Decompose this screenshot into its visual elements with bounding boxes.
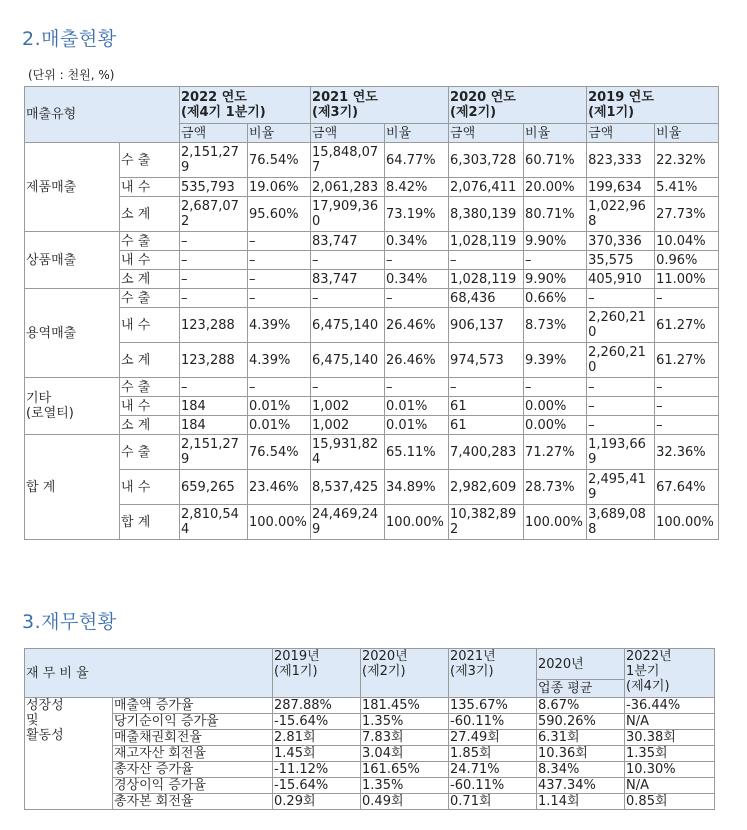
finance-group-label: 성장성 및 활동성: [25, 698, 113, 810]
amount-cell: 2,260,210: [587, 343, 655, 378]
ratio-cell: 0.00%: [524, 397, 587, 416]
amount-cell: 823,333: [587, 143, 655, 178]
ratio-cell: 67.64%: [655, 470, 719, 505]
ratio-cell: 61.27%: [655, 308, 719, 343]
year-header-2020: 2020년 (제2기): [361, 649, 449, 698]
ratio-cell: 9.39%: [524, 343, 587, 378]
ratio-cell: 4.39%: [248, 343, 311, 378]
amount-cell: –: [311, 289, 385, 308]
finance-value: 1.14회: [537, 794, 625, 810]
ratio-cell: 0.00%: [524, 416, 587, 435]
finance-ratio-name: 경상이익 증가율: [113, 778, 273, 794]
sales-subtype: 내 수: [120, 251, 180, 270]
amount-cell: 370,336: [587, 232, 655, 251]
finance-value: 1.35회: [625, 746, 715, 762]
finance-ratio-name: 당기순이익 증가율: [113, 714, 273, 730]
finance-value: 24.71%: [449, 762, 537, 778]
amount-cell: 2,076,411: [449, 178, 524, 197]
sales-row: [25, 378, 719, 397]
amount-cell: 659,265: [180, 470, 248, 505]
ratio-cell: 95.60%: [248, 197, 311, 232]
amount-cell: 2,151,279: [180, 435, 248, 470]
sales-type-header: 매출유형: [25, 87, 180, 143]
amount-cell: 8,380,139: [449, 197, 524, 232]
amount-cell: 17,909,360: [311, 197, 385, 232]
amount-cell: 15,931,824: [311, 435, 385, 470]
finance-row: [25, 778, 715, 794]
amount-cell: 1,028,119: [449, 232, 524, 251]
ratio-cell: –: [655, 416, 719, 435]
finance-value: 6.31회: [537, 730, 625, 746]
sales-header-row: [25, 87, 719, 124]
ratio-cell: –: [655, 289, 719, 308]
amount-cell: 1,028,119: [449, 270, 524, 289]
sales-row: [25, 232, 719, 251]
year-header: [311, 87, 449, 124]
finance-ratio-name: 매출액 증가율: [113, 698, 273, 714]
ratio-cell: 73.19%: [385, 197, 449, 232]
finance-value: N/A: [625, 714, 715, 730]
period-label: (제2기): [450, 105, 497, 120]
period-label: (제4기 1분기): [181, 105, 266, 120]
finance-value: 10.30%: [625, 762, 715, 778]
ratio-cell: 71.27%: [524, 435, 587, 470]
ratio-cell: 32.36%: [655, 435, 719, 470]
ratio-cell: 26.46%: [385, 343, 449, 378]
sales-subtype: 소 계: [120, 270, 180, 289]
industry-avg-header: 업종 평균: [537, 680, 625, 698]
ratio-cell: 0.01%: [248, 397, 311, 416]
amount-cell: 906,137: [449, 308, 524, 343]
finance-value: -11.12%: [273, 762, 361, 778]
ratio-cell: –: [248, 378, 311, 397]
ratio-header: 비율: [248, 124, 311, 143]
finance-value: -60.11%: [449, 714, 537, 730]
amount-cell: 6,475,140: [311, 343, 385, 378]
sales-subtype: 수 출: [120, 435, 180, 470]
sales-subtype: 수 출: [120, 232, 180, 251]
sales-subtype: 내 수: [120, 470, 180, 505]
amount-cell: –: [449, 378, 524, 397]
ratio-cell: –: [385, 251, 449, 270]
amount-cell: 535,793: [180, 178, 248, 197]
period-label: (제3기): [312, 105, 359, 120]
finance-table: [24, 648, 715, 810]
ratio-cell: 60.71%: [524, 143, 587, 178]
sales-subtype: 내 수: [120, 178, 180, 197]
ratio-cell: 11.00%: [655, 270, 719, 289]
ratio-cell: 80.71%: [524, 197, 587, 232]
ratio-cell: 10.04%: [655, 232, 719, 251]
finance-value: 287.88%: [273, 698, 361, 714]
ratio-cell: 5.41%: [655, 178, 719, 197]
year-header-2021: 2021년 (제3기): [449, 649, 537, 698]
ratio-cell: 8.73%: [524, 308, 587, 343]
finance-value: 437.34%: [537, 778, 625, 794]
finance-value: -15.64%: [273, 778, 361, 794]
amount-cell: 123,288: [180, 343, 248, 378]
amount-cell: 10,382,892: [449, 505, 524, 540]
year-header: [449, 87, 587, 124]
ratio-cell: 100.00%: [385, 505, 449, 540]
ratio-cell: 100.00%: [655, 505, 719, 540]
finance-value: -36.44%: [625, 698, 715, 714]
sales-group-label: 합 계: [25, 435, 120, 540]
sales-row: [25, 416, 719, 435]
amount-header: 금액: [449, 124, 524, 143]
sales-row: [25, 343, 719, 378]
finance-row: [25, 714, 715, 730]
amount-cell: 6,475,140: [311, 308, 385, 343]
sales-row: [25, 178, 719, 197]
sales-row: [25, 308, 719, 343]
finance-value: 8.34%: [537, 762, 625, 778]
amount-cell: 83,747: [311, 232, 385, 251]
ratio-cell: 23.46%: [248, 470, 311, 505]
ratio-cell: 34.89%: [385, 470, 449, 505]
amount-cell: –: [180, 378, 248, 397]
ratio-header: 비율: [385, 124, 449, 143]
ratio-cell: 0.34%: [385, 232, 449, 251]
amount-cell: 1,002: [311, 416, 385, 435]
year-header-2022: 2022년 1분기 (제4기): [625, 649, 715, 698]
ratio-cell: 19.06%: [248, 178, 311, 197]
ratio-cell: –: [655, 378, 719, 397]
finance-ratio-name: 재고자산 회전율: [113, 746, 273, 762]
sales-group-label: 제품매출: [25, 143, 120, 232]
amount-cell: 2,495,419: [587, 470, 655, 505]
amount-cell: –: [587, 289, 655, 308]
finance-value: 3.04회: [361, 746, 449, 762]
finance-row: [25, 746, 715, 762]
amount-cell: 1,193,669: [587, 435, 655, 470]
year-label: 2020 연도: [450, 90, 516, 105]
sales-subtype: 소 계: [120, 416, 180, 435]
ratio-cell: 27.73%: [655, 197, 719, 232]
amount-cell: –: [587, 416, 655, 435]
sales-row: [25, 143, 719, 178]
finance-value: 27.49회: [449, 730, 537, 746]
amount-cell: 2,151,279: [180, 143, 248, 178]
amount-cell: 1,022,968: [587, 197, 655, 232]
year-header: [587, 87, 719, 124]
amount-cell: 199,634: [587, 178, 655, 197]
ratio-cell: 9.90%: [524, 232, 587, 251]
amount-cell: 6,303,728: [449, 143, 524, 178]
sales-group-label: 상품매출: [25, 232, 120, 289]
finance-value: 0.71회: [449, 794, 537, 810]
finance-row: [25, 794, 715, 810]
sales-subtype: 소 계: [120, 343, 180, 378]
amount-cell: 7,400,283: [449, 435, 524, 470]
sales-row: [25, 270, 719, 289]
industry-year-header: 2020년: [537, 649, 625, 680]
amount-cell: 405,910: [587, 270, 655, 289]
unit-label: (단위 : 천원, %): [28, 68, 115, 82]
finance-ratio-name: 매출채권회전율: [113, 730, 273, 746]
amount-cell: 61: [449, 397, 524, 416]
sales-subtype: 수 출: [120, 378, 180, 397]
ratio-cell: 0.34%: [385, 270, 449, 289]
finance-value: 1.45회: [273, 746, 361, 762]
amount-cell: –: [311, 251, 385, 270]
amount-cell: 2,810,544: [180, 505, 248, 540]
ratio-cell: 76.54%: [248, 435, 311, 470]
ratio-header: 비율: [655, 124, 719, 143]
ratio-cell: 76.54%: [248, 143, 311, 178]
finance-value: 7.83회: [361, 730, 449, 746]
ratio-header: 비율: [524, 124, 587, 143]
amount-cell: 83,747: [311, 270, 385, 289]
year-label: 2019 연도: [588, 90, 654, 105]
amount-cell: 2,982,609: [449, 470, 524, 505]
finance-value: 2.81회: [273, 730, 361, 746]
amount-cell: 2,260,210: [587, 308, 655, 343]
amount-cell: –: [449, 251, 524, 270]
finance-ratio-name: 총자산 증가율: [113, 762, 273, 778]
ratio-cell: 100.00%: [248, 505, 311, 540]
finance-value: 0.49회: [361, 794, 449, 810]
finance-value: 30.38회: [625, 730, 715, 746]
amount-cell: 2,687,072: [180, 197, 248, 232]
finance-row: [25, 698, 715, 714]
ratio-cell: 0.01%: [385, 416, 449, 435]
ratio-cell: 0.96%: [655, 251, 719, 270]
sales-row: [25, 197, 719, 232]
ratio-cell: –: [385, 289, 449, 308]
finance-value: -60.11%: [449, 778, 537, 794]
finance-value: 10.36회: [537, 746, 625, 762]
finance-value: 1.85회: [449, 746, 537, 762]
finance-row: [25, 762, 715, 778]
amount-cell: 8,537,425: [311, 470, 385, 505]
sales-row: [25, 505, 719, 540]
sales-subtype: 내 수: [120, 308, 180, 343]
finance-value: 161.65%: [361, 762, 449, 778]
amount-cell: 1,002: [311, 397, 385, 416]
ratio-cell: –: [248, 270, 311, 289]
ratio-cell: –: [524, 378, 587, 397]
ratio-cell: –: [248, 289, 311, 308]
year-header-2019: 2019년 (제1기): [273, 649, 361, 698]
sales-subtype: 내 수: [120, 397, 180, 416]
ratio-cell: 100.00%: [524, 505, 587, 540]
amount-cell: –: [587, 397, 655, 416]
amount-header: 금액: [587, 124, 655, 143]
sales-row: [25, 397, 719, 416]
sales-subtype: 수 출: [120, 289, 180, 308]
ratio-cell: 8.42%: [385, 178, 449, 197]
amount-cell: 184: [180, 397, 248, 416]
ratio-header: 재 무 비 율: [25, 649, 273, 698]
ratio-cell: 0.01%: [385, 397, 449, 416]
ratio-cell: –: [385, 378, 449, 397]
sales-subtype: 수 출: [120, 143, 180, 178]
amount-cell: –: [311, 378, 385, 397]
finance-header-row: [25, 649, 715, 680]
ratio-cell: –: [655, 397, 719, 416]
ratio-cell: 61.27%: [655, 343, 719, 378]
finance-value: 0.85회: [625, 794, 715, 810]
amount-header: 금액: [180, 124, 248, 143]
ratio-cell: 0.01%: [248, 416, 311, 435]
finance-value: 181.45%: [361, 698, 449, 714]
finance-value: -15.64%: [273, 714, 361, 730]
section-title-sales: 2.매출현황: [22, 28, 117, 50]
sales-subtype: 합 계: [120, 505, 180, 540]
ratio-cell: 0.66%: [524, 289, 587, 308]
ratio-cell: 22.32%: [655, 143, 719, 178]
amount-cell: 974,573: [449, 343, 524, 378]
ratio-cell: 65.11%: [385, 435, 449, 470]
amount-cell: 68,436: [449, 289, 524, 308]
amount-cell: 123,288: [180, 308, 248, 343]
ratio-cell: 64.77%: [385, 143, 449, 178]
ratio-cell: 20.00%: [524, 178, 587, 197]
amount-cell: 3,689,088: [587, 505, 655, 540]
finance-value: 1.35%: [361, 714, 449, 730]
sales-group-label: 기타 (로열티): [25, 378, 120, 435]
sales-table: [24, 86, 719, 540]
amount-cell: –: [180, 251, 248, 270]
period-label: (제1기): [588, 105, 635, 120]
finance-row: [25, 730, 715, 746]
ratio-cell: –: [248, 232, 311, 251]
finance-value: 590.26%: [537, 714, 625, 730]
sales-row: [25, 435, 719, 470]
amount-cell: –: [587, 378, 655, 397]
ratio-cell: 9.90%: [524, 270, 587, 289]
amount-cell: 2,061,283: [311, 178, 385, 197]
sales-group-label: 용역매출: [25, 289, 120, 378]
year-label: 2022 연도: [181, 90, 247, 105]
sales-row: [25, 470, 719, 505]
amount-cell: –: [180, 232, 248, 251]
finance-value: 0.29회: [273, 794, 361, 810]
amount-cell: 184: [180, 416, 248, 435]
finance-ratio-name: 총자본 회전율: [113, 794, 273, 810]
sales-subtype: 소 계: [120, 197, 180, 232]
amount-cell: –: [180, 289, 248, 308]
ratio-cell: 4.39%: [248, 308, 311, 343]
amount-cell: 61: [449, 416, 524, 435]
amount-cell: –: [180, 270, 248, 289]
finance-value: 8.67%: [537, 698, 625, 714]
ratio-cell: 28.73%: [524, 470, 587, 505]
year-header: [180, 87, 311, 124]
section-title-finance: 3.재무현황: [22, 611, 117, 633]
sales-row: [25, 289, 719, 308]
ratio-cell: –: [524, 251, 587, 270]
sales-row: [25, 251, 719, 270]
finance-value: N/A: [625, 778, 715, 794]
amount-cell: 15,848,077: [311, 143, 385, 178]
amount-cell: 24,469,249: [311, 505, 385, 540]
amount-header: 금액: [311, 124, 385, 143]
amount-cell: 35,575: [587, 251, 655, 270]
finance-value: 135.67%: [449, 698, 537, 714]
ratio-cell: –: [248, 251, 311, 270]
ratio-cell: 26.46%: [385, 308, 449, 343]
year-label: 2021 연도: [312, 90, 378, 105]
finance-value: 1.35%: [361, 778, 449, 794]
